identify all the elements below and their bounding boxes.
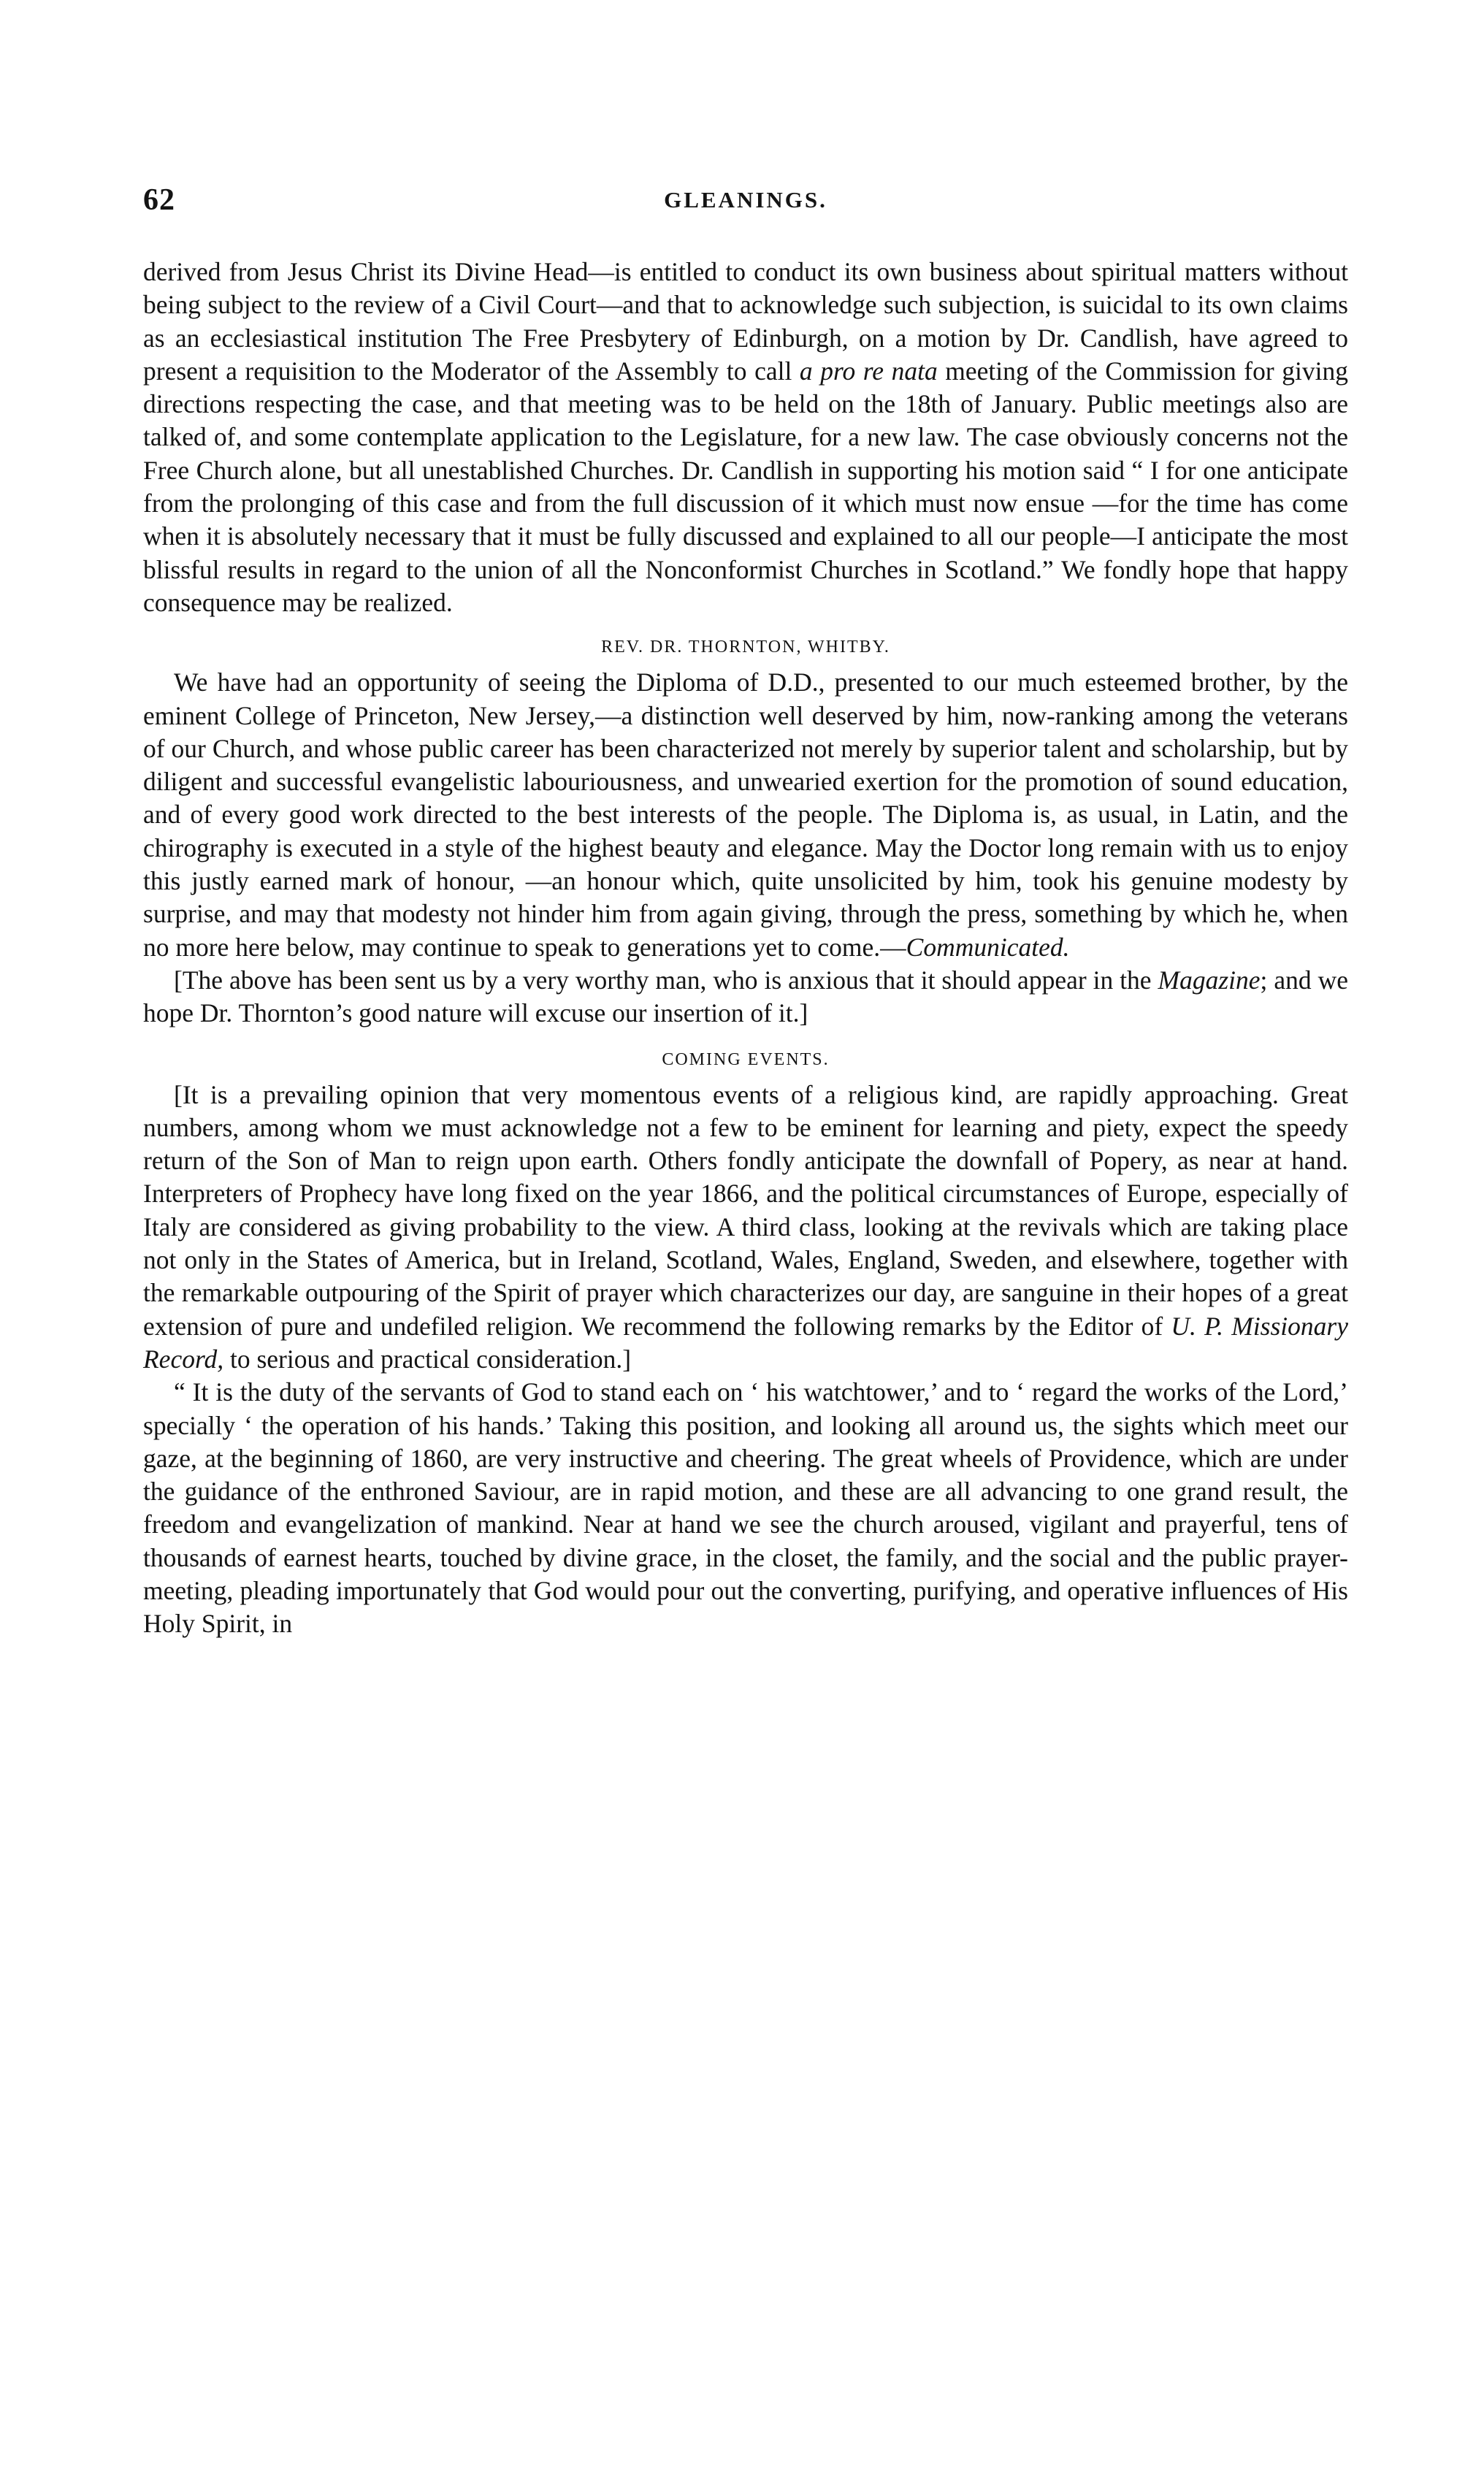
- continued-paragraph-text-a: derived from Jesus Christ its Divine Head—is entitled to conduct its own business about spiritual matters without being subject to the review of a Civil Court—and that to acknowledge such subjection, is suicidal to its own claims as an ecclesiastical institution The Free Presbytery of Edinburgh, on a motion by Dr. Candlish, have agreed to present a requisition to the Moderator of the Assembly to call: [143, 257, 1348, 386]
- thornton-paragraph: [143, 666, 1348, 964]
- coming-events-quote-paragraph: “ It is the duty of the servants of God to stand each on ‘ his watchtower,’ and to ‘ regard the works of the Lord,’ specially ‘ the operation of his hands.’ Taking this position, and looking all around us, the sights which meet our gaze, at the beginning of 1860, are very instructive and cheering. The great wheels of Providence, which are under the guidance of the enthroned Saviour, are in rapid motion, and these are all advancing to one grand result, the freedom and evangelization of mankind. Near at hand we see the church aroused, vigilant and prayerful, tens of thousands of earnest hearts, touched by divine grace, in the closet, the family, and the social and the public prayer-meeting, pleading importunately that God would pour out the converting, purifying, and operative influences of His Holy Spirit, in: [143, 1377, 1348, 1639]
- thornton-paragraph-italic: Communicated.: [906, 932, 1070, 962]
- continued-paragraph: [143, 256, 1348, 619]
- continued-paragraph-italic: a pro re nata: [799, 356, 938, 386]
- coming-events-intro-text-b: to serious and practical consideration.]: [223, 1344, 632, 1374]
- section-heading-coming-events: COMING EVENTS.: [662, 1049, 830, 1069]
- body-text: [143, 256, 1348, 1641]
- continued-paragraph-text-b: meeting of the Commission for giving directions respecting the case, and that meeting was to be held on the 18th of January. Public meetings also are talked of, and some contemplate application to the Legislature, for a new law. The case obviously concerns not the Free Church alone, but all unestablished Churches. Dr. Candlish in supporting his motion said “ I for one anticipate from the prolonging of this case and from the full discussion of it which must now ensue —for the time has come when it is absolutely necessary that it must be fully discussed and explained to all our people—I anticipate the most blissful results in regard to the union of all the Nonconformist Churches in Scotland.” We fondly hope that happy consequence may be realized.: [143, 356, 1348, 617]
- page-number: 62: [143, 183, 175, 217]
- editor-note-text-b: ; and we hope Dr. Thornton’s good nature will excuse our insertion of it.]: [143, 965, 1348, 1028]
- coming-events-intro-paragraph: [143, 1079, 1348, 1377]
- running-title: GLEANINGS.: [664, 187, 827, 213]
- running-head: [143, 183, 1348, 234]
- editor-note-paragraph: [143, 964, 1348, 1030]
- editor-note-italic: Magazine: [1158, 965, 1261, 995]
- section-heading-thornton: REV. DR. THORNTON, WHITBY.: [601, 638, 890, 657]
- coming-events-intro-italic: U. P. Missionary Record,: [143, 1311, 1348, 1374]
- thornton-paragraph-text: We have had an opportunity of seeing the Diploma of D.D., presented to our much esteemed brother, by the eminent College of Princeton, New Jersey,—a distinction well deserved by him, now-ranking among the veterans of our Church, and whose public career has been characterized not merely by superior talent and scholarship, but by diligent and successful evangelistic labouriousness, and unwearied exertion for the promotion of sound education, and of every good work directed to the best interests of the people. The Diploma is, as usual, in Latin, and the chirography is executed in a style of the highest beauty and elegance. May the Doctor long remain with us to enjoy this justly earned mark of honour, —an honour which, quite unsolicited by him, took his genuine modesty by surprise, and may that modesty not hinder him from again giving, through the press, something by which he, when no more here below, may continue to speak to generations yet to come.—: [143, 667, 1348, 962]
- editor-note-text-a: [The above has been sent us by a very worthy man, who is anxious that it should appear in the: [174, 965, 1158, 995]
- coming-events-intro-text-a: [It is a prevailing opinion that very momentous events of a religious kind, are rapidly approaching. Great numbers, among whom we must acknowledge not a few to be eminent for learning and piety, expect the speedy return of the Son of Man to reign upon earth. Others fondly anticipate the downfall of Popery, as near at hand. Interpreters of Prophecy have long fixed on the year 1866, and the political circumstances of Europe, especially of Italy are considered as giving probability to the view. A third class, looking at the revivals which are taking place not only in the States of America, but in Ireland, Scotland, Wales, England, Sweden, and elsewhere, together with the remarkable outpouring of the Spirit of prayer which characterizes our day, are sanguine in their hopes of a great extension of pure and undefiled religion. We recommend the following remarks by the Editor of: [143, 1079, 1348, 1341]
